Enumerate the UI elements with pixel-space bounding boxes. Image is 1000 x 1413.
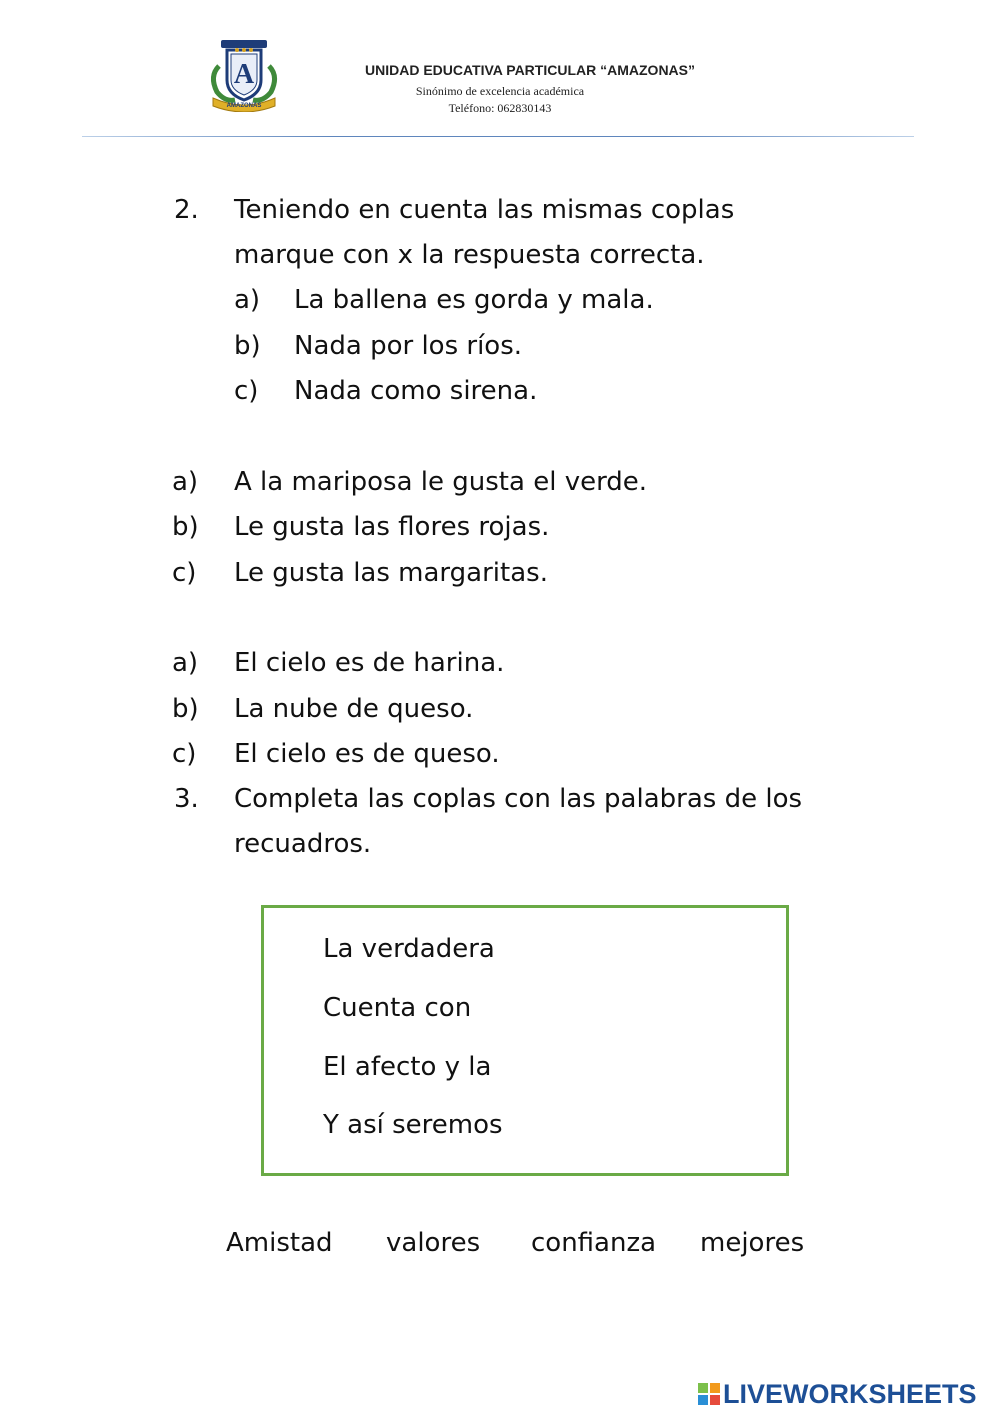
option-text[interactable]: La nube de queso. xyxy=(234,694,474,724)
question-3-number: 3. xyxy=(174,784,199,814)
school-crest-logo xyxy=(205,36,283,112)
crest-letter: A xyxy=(233,59,255,90)
question-3-prompt-cont: recuadros. xyxy=(234,829,372,859)
question-2-prompt: Teniendo en cuenta las mismas coplas xyxy=(234,195,735,225)
header-divider xyxy=(82,136,914,137)
liveworksheets-brand xyxy=(697,1376,977,1412)
option-text[interactable]: Le gusta las margaritas. xyxy=(234,558,548,588)
question-2-number: 2. xyxy=(174,195,199,225)
option-text[interactable]: Nada por los ríos. xyxy=(294,331,523,361)
option-text[interactable]: Le gusta las flores rojas. xyxy=(234,512,550,542)
liveworksheets-logo-icon xyxy=(697,1382,721,1406)
word-bank-item[interactable]: Amistad xyxy=(226,1228,333,1258)
copla-line: El afecto y la xyxy=(323,1052,492,1082)
option-letter: c) xyxy=(234,376,259,406)
brand-text: LIVEWORKSHEETS xyxy=(723,1378,977,1409)
word-bank-item[interactable]: mejores xyxy=(700,1228,805,1258)
word-bank-item[interactable]: confianza xyxy=(531,1228,657,1258)
school-name: UNIDAD EDUCATIVA PARTICULAR “AMAZONAS” xyxy=(364,62,696,78)
option-letter: a) xyxy=(172,648,199,678)
school-phone: Teléfono: 062830143 xyxy=(448,101,552,115)
option-text[interactable]: La ballena es gorda y mala. xyxy=(294,285,654,315)
copla-line: Cuenta con xyxy=(323,993,472,1023)
option-letter: c) xyxy=(172,739,197,769)
copla-line: La verdadera xyxy=(323,934,495,964)
option-text[interactable]: Nada como sirena. xyxy=(294,376,538,406)
option-text[interactable]: El cielo es de queso. xyxy=(234,739,500,769)
option-letter: b) xyxy=(172,694,199,724)
crest-ribbon-text: AMAZONAS xyxy=(226,103,262,109)
word-bank-item[interactable]: valores xyxy=(386,1228,481,1258)
school-tagline: Sinónimo de excelencia académica xyxy=(415,84,585,98)
question-3-prompt: Completa las coplas con las palabras de los xyxy=(234,784,803,814)
option-letter: c) xyxy=(172,558,197,588)
copla-line: Y así seremos xyxy=(323,1110,503,1140)
option-letter: a) xyxy=(234,285,261,315)
option-text[interactable]: A la mariposa le gusta el verde. xyxy=(234,467,648,497)
option-letter: b) xyxy=(234,331,261,361)
question-2-prompt-cont: marque con x la respuesta correcta. xyxy=(234,240,705,270)
option-text[interactable]: El cielo es de harina. xyxy=(234,648,505,678)
option-letter: b) xyxy=(172,512,199,542)
option-letter: a) xyxy=(172,467,199,497)
